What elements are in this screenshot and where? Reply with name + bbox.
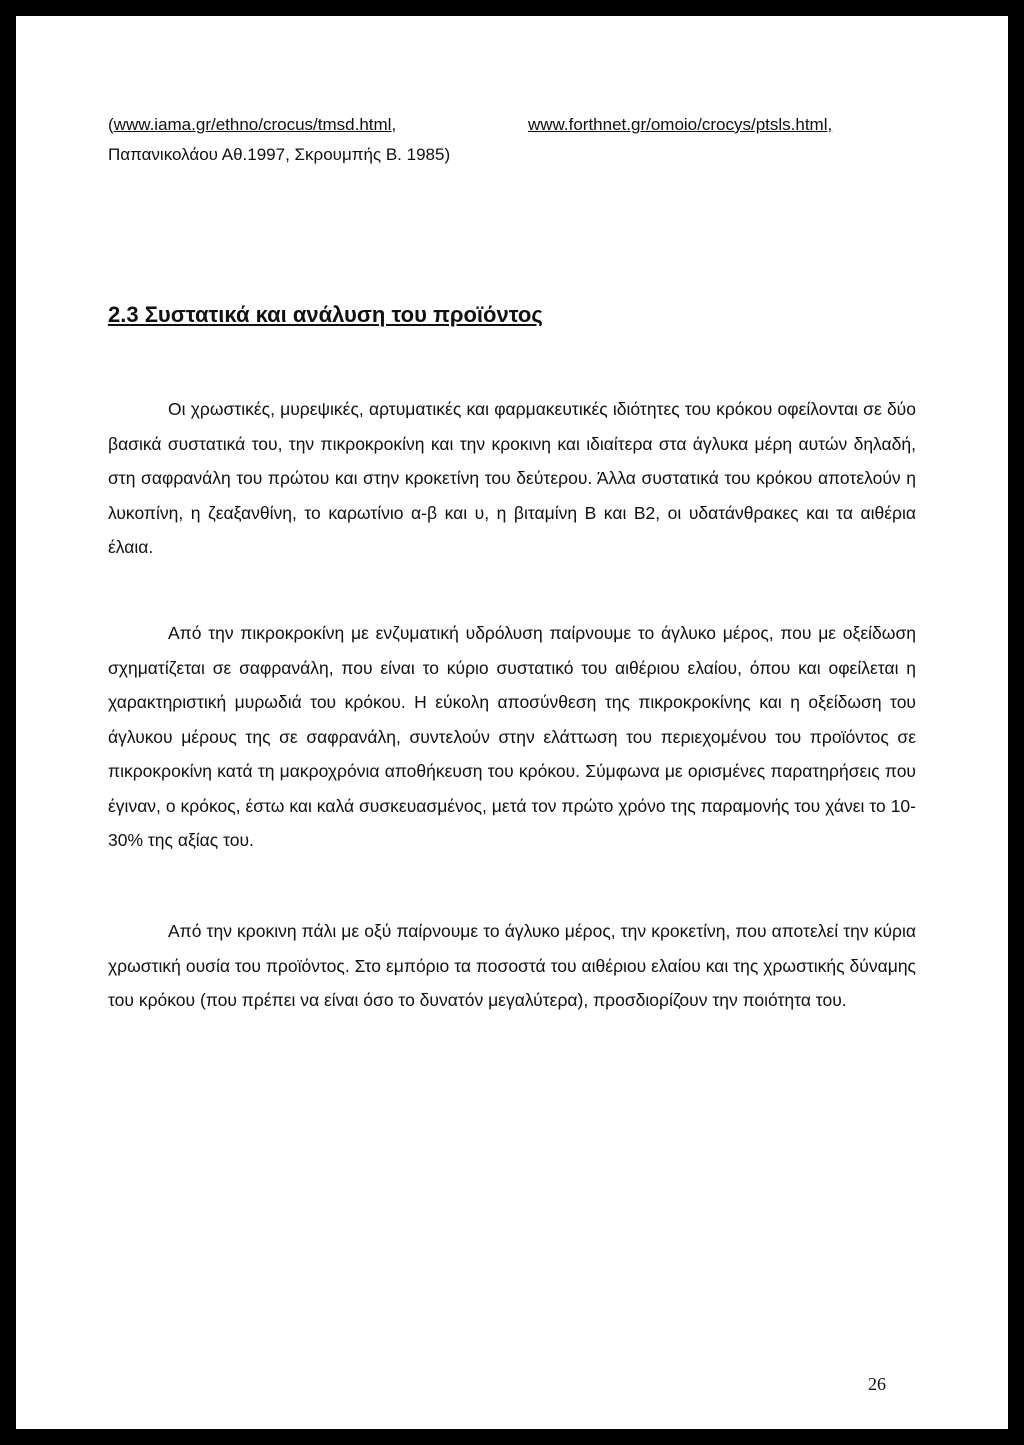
paragraph-components: Οι χρωστικές, μυρεψικές, αρτυματικές και φαρμακευτικές ιδιότητες του κρόκου οφείλονται σε δύο βασικά συστατικά του, την πικροκροκίνη και την κροκινη και ιδιαίτερα στα άγλυκα μέρη αυτών δηλαδή, στη σαφρανάλη του πρώτου και στην κροκετίνη του δεύτερου. Άλλα συστατικά του κρόκου αποτελούν η λυκοπίνη, η ζεαξανθίνη, το καρωτίνιο α-β και υ, η βιταμίνη Β και Β2, οι υδατάνθρακες και τα αιθέρια έλαια. [108,399,916,557]
reference-link-forthnet-wrap [528,114,832,136]
document-page [16,16,1008,1429]
paragraph-picrocrocin: Από την πικροκροκίνη με ενζυματική υδρόλυση παίρνουμε το άγλυκο μέρος, που με οξείδωση σχηματίζεται σε σαφρανάλη, που είναι το κύριο συστατικό του αιθέριου ελαίου, όπου και οφείλεται η χαρακτηριστική μυρωδιά του κρόκου. Η εύκολη αποσύνθεση της πικροκροκίνης και η οξείδωση του άγλυκου μέρους της σε σαφρανάλη, συντελούν στην ελάττωση του περιεχομένου του προϊόντος σε πικροκροκίνη κατά τη μακροχρόνια αποθήκευση του κρόκου. Σύμφωνα με ορισμένες παρατηρήσεις που έγιναν, ο κρόκος, έστω και καλά συσκευασμένος, μετά τον πρώτο χρόνο της παραμονής του χάνει το 10-30% της αξίας του. [108,623,916,850]
paragraph-crocin: Από την κροκινη πάλι με οξύ παίρνουμε το άγλυκο μέρος, την κροκετίνη, που αποτελεί την κύρια χρωστική ουσία του προϊόντος. Στο εμπόριο τα ποσοστά του αιθέριου ελαίου και της χρωστικής δύναμης του κρόκου (που πρέπει να είναι όσο το δυνατόν μεγαλύτερα), προσδιορίζουν την ποιότητα του. [108,921,916,1010]
reference-open-paren: ( [108,115,114,134]
reference-separator: , [827,115,833,134]
page-number: 26 [868,1374,886,1394]
references-line-2: Παπανικολάου Αθ.1997, Σκρουμπής Β. 1985) [108,145,451,164]
reference-link-iama[interactable]: www.iama.gr/ethno/crocus/tmsd.html [113,115,392,134]
references-line-1 [108,114,916,136]
reference-link-forthnet[interactable]: www.forthnet.gr/omoio/crocys/ptsls.html [528,115,828,134]
section-title: 2.3 Συστατικά και ανάλυση του προϊόντος [108,302,543,327]
reference-separator: , [391,115,397,134]
